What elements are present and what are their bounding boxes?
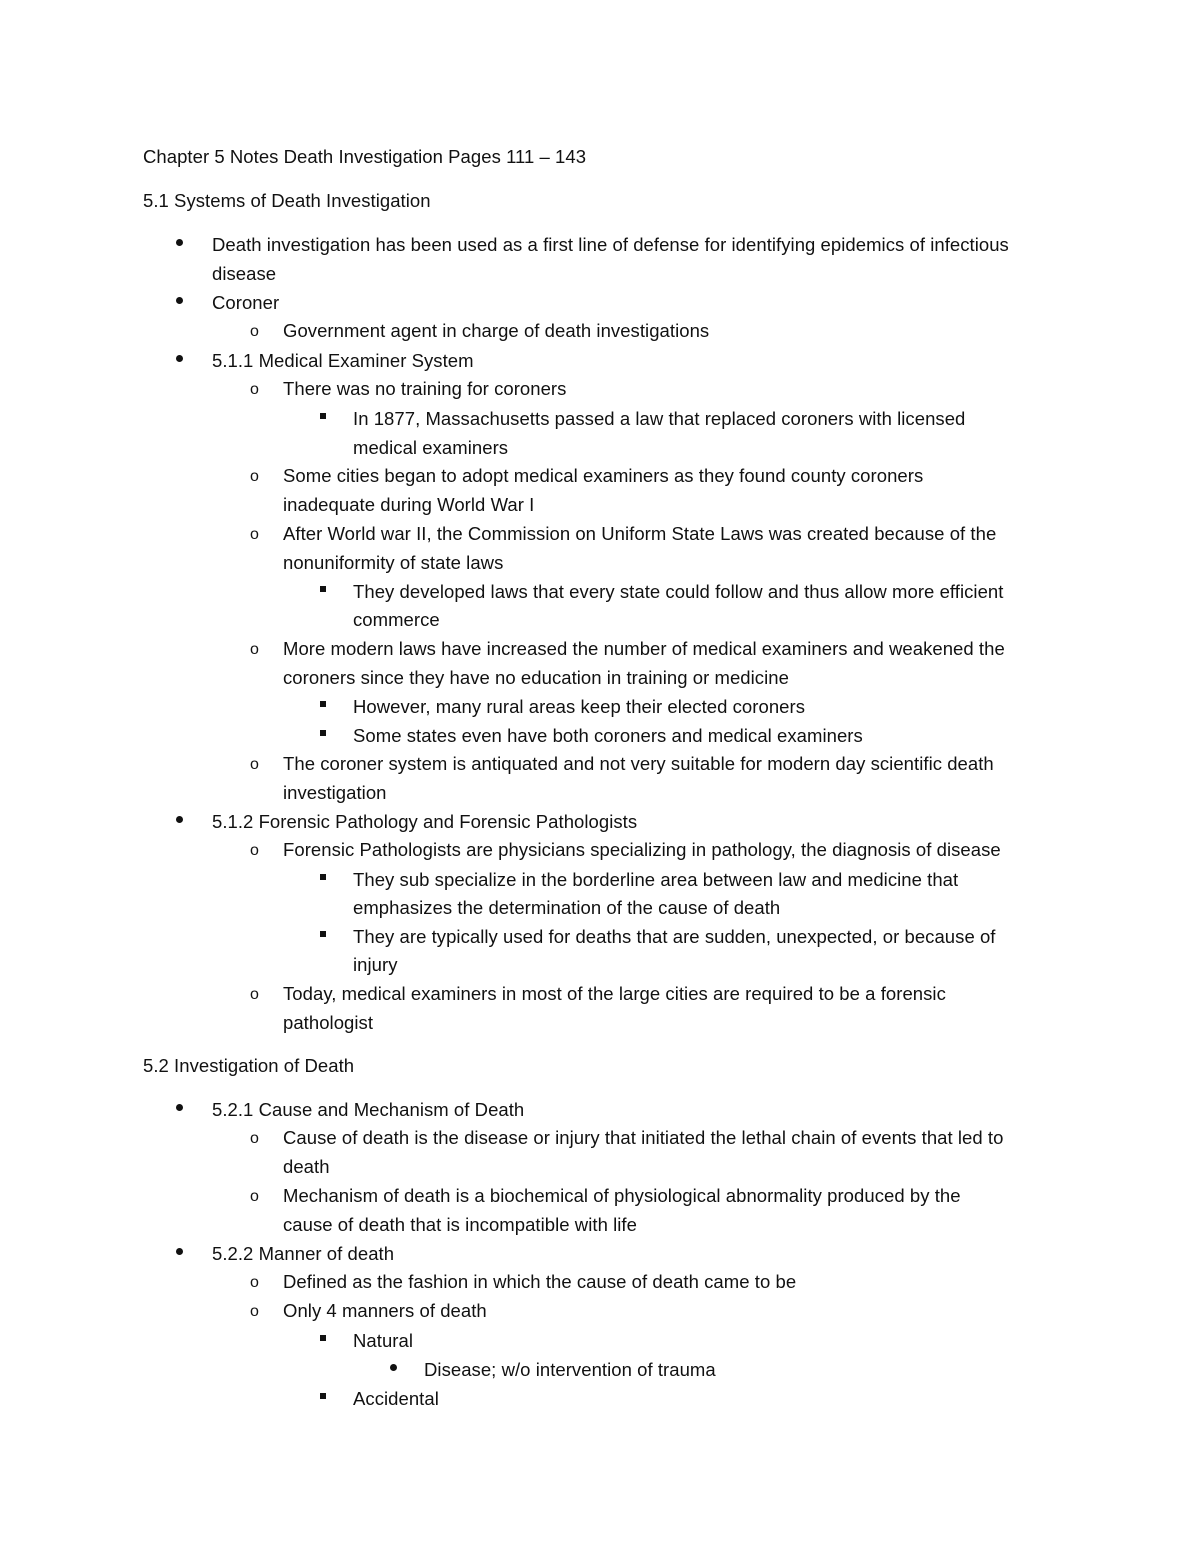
- list-item-text: emphasizes the determination of the cause of death: [353, 897, 781, 918]
- square-bullet-icon: [320, 730, 326, 736]
- list-item-text: Accidental: [353, 1388, 439, 1409]
- circle-bullet-icon: o: [250, 1188, 259, 1205]
- list-item-text: injury: [353, 954, 398, 975]
- list-item-text: pathologist: [283, 1012, 374, 1033]
- bullet-icon: [176, 355, 183, 362]
- bullet-icon: [390, 1364, 397, 1371]
- square-bullet-icon: [320, 1335, 326, 1341]
- square-bullet-icon: [320, 931, 326, 937]
- list-item-text: The coroner system is antiquated and not very suitable for modern day scientific death: [283, 753, 994, 774]
- list-item-text: nonuniformity of state laws: [283, 552, 504, 573]
- list-item-text: Coroner: [212, 292, 280, 313]
- section-heading-5-2: 5.2 Investigation of Death: [143, 1055, 355, 1076]
- bullet-icon: [176, 816, 183, 823]
- list-item-text: 5.2.1 Cause and Mechanism of Death: [212, 1099, 525, 1120]
- list-item-text: More modern laws have increased the number of medical examiners and weakened the: [283, 638, 1005, 659]
- list-item-text: They sub specialize in the borderline area between law and medicine that: [353, 869, 959, 890]
- list-item-text: 5.1.2 Forensic Pathology and Forensic Pathologists: [212, 811, 638, 832]
- circle-bullet-icon: o: [250, 986, 259, 1003]
- list-item-text: Only 4 manners of death: [283, 1300, 487, 1321]
- square-bullet-icon: [320, 874, 326, 880]
- circle-bullet-icon: o: [250, 641, 259, 658]
- document-title: Chapter 5 Notes Death Investigation Pages 111 – 143: [143, 146, 587, 167]
- list-item-text: Death investigation has been used as a first line of defense for identifying epidemics of infectious: [212, 234, 1009, 255]
- list-item-text: 5.2.2 Manner of death: [212, 1243, 395, 1264]
- list-item-text: Mechanism of death is a biochemical of physiological abnormality produced by the: [283, 1185, 961, 1206]
- circle-bullet-icon: o: [250, 323, 259, 340]
- list-item-text: inadequate during World War I: [283, 494, 535, 515]
- list-item-text: cause of death that is incompatible with life: [283, 1214, 637, 1235]
- circle-bullet-icon: o: [250, 1274, 259, 1291]
- list-item-text: Some cities began to adopt medical examiners as they found county coroners: [283, 465, 924, 486]
- bullet-icon: [176, 239, 183, 246]
- list-item-text: 5.1.1 Medical Examiner System: [212, 350, 474, 371]
- list-item-text: In 1877, Massachusetts passed a law that replaced coroners with licensed: [353, 408, 966, 429]
- circle-bullet-icon: o: [250, 468, 259, 485]
- square-bullet-icon: [320, 413, 326, 419]
- circle-bullet-icon: o: [250, 1303, 259, 1320]
- list-item-text: Natural: [353, 1330, 413, 1351]
- list-item-text: Defined as the fashion in which the cause of death came to be: [283, 1271, 797, 1292]
- list-item-text: Some states even have both coroners and medical examiners: [353, 725, 863, 746]
- circle-bullet-icon: o: [250, 756, 259, 773]
- section-heading-5-1: 5.1 Systems of Death Investigation: [143, 190, 431, 211]
- circle-bullet-icon: o: [250, 842, 259, 859]
- list-item-text: There was no training for coroners: [283, 378, 567, 399]
- list-item-text: medical examiners: [353, 437, 509, 458]
- circle-bullet-icon: o: [250, 381, 259, 398]
- list-item-text: However, many rural areas keep their elected coroners: [353, 696, 806, 717]
- list-item-text: coroners since they have no education in training or medicine: [283, 667, 789, 688]
- list-item-text: Today, medical examiners in most of the large cities are required to be a forensic: [283, 983, 946, 1004]
- list-item-text: Disease; w/o intervention of trauma: [424, 1359, 716, 1380]
- bullet-icon: [176, 1248, 183, 1255]
- list-item-text: death: [283, 1156, 330, 1177]
- square-bullet-icon: [320, 701, 326, 707]
- list-item-text: Government agent in charge of death investigations: [283, 320, 710, 341]
- list-item-text: Forensic Pathologists are physicians specializing in pathology, the diagnosis of disease: [283, 839, 1001, 860]
- list-item-text: Cause of death is the disease or injury that initiated the lethal chain of events that led to: [283, 1127, 1004, 1148]
- square-bullet-icon: [320, 586, 326, 592]
- circle-bullet-icon: o: [250, 1130, 259, 1147]
- bullet-icon: [176, 1104, 183, 1111]
- square-bullet-icon: [320, 1393, 326, 1399]
- list-item-text: investigation: [283, 782, 387, 803]
- list-item-text: They are typically used for deaths that are sudden, unexpected, or because of: [353, 926, 996, 947]
- list-item-text: disease: [212, 263, 277, 284]
- bullet-icon: [176, 297, 183, 304]
- list-item-text: They developed laws that every state could follow and thus allow more efficient: [353, 581, 1004, 602]
- list-item-text: commerce: [353, 609, 440, 630]
- circle-bullet-icon: o: [250, 526, 259, 543]
- list-item-text: After World war II, the Commission on Uniform State Laws was created because of the: [283, 523, 997, 544]
